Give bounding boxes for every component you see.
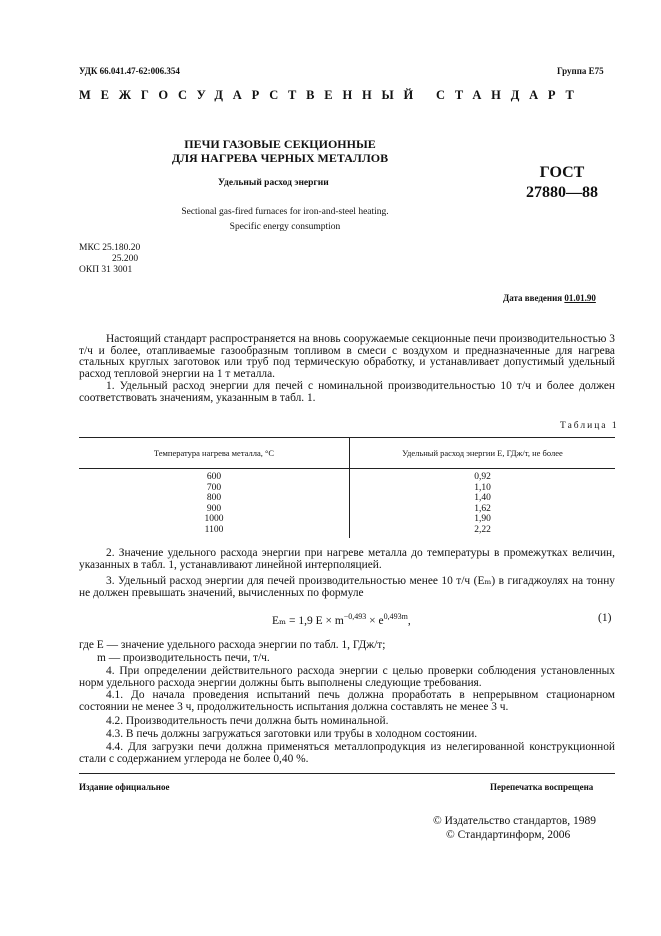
english-title	[135, 205, 435, 235]
table-cell-temperature: 800	[79, 493, 350, 504]
energy-table	[79, 437, 615, 538]
table-cell-temperature: 1100	[79, 525, 350, 539]
formula-mid: × e	[366, 614, 384, 627]
document-title	[150, 137, 410, 165]
clause-1: 1. Удельный расход энергии для печей с номинальной производительностью 10 т/ч и более должен соответствовать значениям, указанным в табл. 1.	[79, 380, 615, 404]
table-row	[79, 469, 615, 483]
formula-lhs: Eₘ = 1,9 E × m	[272, 614, 344, 627]
table-cell-temperature: 900	[79, 504, 350, 515]
footer-divider	[79, 773, 615, 774]
copyright-1989: © Издательство стандартов, 1989	[433, 815, 597, 827]
table-row	[79, 514, 615, 525]
mks-code-1: МКС 25.180.20	[79, 243, 141, 253]
table-header-temperature: Температура нагрева металла, °С	[79, 438, 350, 469]
table-row	[79, 504, 615, 515]
clause-4-2: 4.2. Производительность печи должна быть номинальной.	[106, 715, 389, 727]
table-cell-energy: 1,40	[474, 493, 491, 503]
okp-code: ОКП 31 3001	[79, 265, 133, 275]
formula-tail: ,	[407, 614, 411, 627]
gost-label: ГОСТ	[539, 164, 585, 181]
formula-exponent-1: −0,493	[343, 612, 367, 621]
gost-number: 27880—88	[526, 184, 598, 201]
formula-number: (1)	[598, 612, 612, 624]
english-title-line-1: Sectional gas-fired furnaces for iron-and-steel heating.	[181, 207, 389, 217]
where-m: m — производительность печи, т/ч.	[97, 652, 270, 664]
formula-exponent-2: 0,493m	[383, 612, 408, 621]
document-subtitle: Удельный расход энергии	[218, 178, 329, 188]
copyright-2006: © Стандартинформ, 2006	[446, 829, 571, 841]
mks-code-2: 25.200	[112, 254, 139, 264]
table-row	[79, 525, 615, 539]
table-cell-energy: 0,92	[474, 472, 491, 482]
intro-date-value: 01.01.90	[564, 293, 596, 303]
standard-banner: МЕЖГОСУДАРСТВЕННЫЙ СТАНДАРТ	[79, 88, 584, 102]
table-cell-energy: 1,10	[474, 482, 491, 493]
table-cell-energy: 1,62	[474, 503, 491, 514]
table-cell-temperature: 600	[79, 469, 350, 483]
table-cell-temperature: 1000	[79, 514, 350, 525]
table-header-energy: Удельный расход энергии E, ГДж/т, не более	[350, 438, 616, 469]
scope-paragraph: Настоящий стандарт распространяется на вновь сооружаемые секционные печи производительностью 3 т/ч и более, отапливаемые газообразным топливом в смеси с воздухом и предназначенные для нагрева стальных круглых заготовок или труб под термическую обработку, и устанавливает допустимый удельный расход тепловой энергии на 1 т металла.	[79, 333, 615, 380]
table-row	[79, 493, 615, 504]
edition-note: Издание официальное	[79, 782, 170, 792]
udk-code: УДК 66.041.47-62:006.354	[79, 66, 180, 76]
where-e: где E — значение удельного расхода энергии по табл. 1, ГДж/т;	[79, 639, 386, 651]
table-cell-temperature: 700	[79, 483, 350, 494]
title-line-2: ДЛЯ НАГРЕВА ЧЕРНЫХ МЕТАЛЛОВ	[171, 151, 389, 165]
clause-4-1: 4.1. До начала проведения испытаний печь должна проработать в непрерывном стационарном состоянии не менее 3 ч, продолжительность испытания должна составлять не менее 3 ч.	[79, 689, 615, 713]
clause-3: 3. Удельный расход энергии для печей производительностью менее 10 т/ч (Eₘ) в гигаджоулях на тонну не должен превышать значений, вычисленных по формуле	[79, 575, 615, 599]
intro-date-label: Дата введения	[503, 293, 563, 303]
introduction-date	[503, 293, 596, 303]
table-caption: Таблица 1	[560, 421, 619, 431]
table-cell-energy: 2,22	[474, 524, 491, 535]
group-code: Группа Е75	[557, 66, 604, 76]
energy-formula	[272, 612, 411, 627]
reprint-note: Перепечатка воспрещена	[490, 782, 594, 792]
title-line-1: ПЕЧИ ГАЗОВЫЕ СЕКЦИОННЫЕ	[184, 137, 376, 151]
classification-codes	[79, 243, 140, 276]
english-title-line-2: Specific energy consumption	[229, 222, 341, 232]
clause-2: 2. Значение удельного расхода энергии при нагреве металла до температуры в промежутках величин, указанных в табл. 1, устанавливают линейной интерполяцией.	[79, 547, 615, 571]
clause-4: 4. При определении действительного расхода энергии с целью проверки соблюдения установленных норм удельного расхода энергии должны быть выполнены следующие требования.	[79, 665, 615, 689]
table-cell-energy: 1,90	[474, 514, 491, 524]
clause-4-3: 4.3. В печь должны загружаться заготовки или трубы в холодном состоянии.	[106, 728, 478, 740]
gost-block	[512, 163, 612, 203]
table-row	[79, 483, 615, 494]
clause-4-4: 4.4. Для загрузки печи должна применяться металлопродукция из нелегированной конструкционной стали с содержанием углерода не более 0,40 %.	[79, 741, 615, 765]
